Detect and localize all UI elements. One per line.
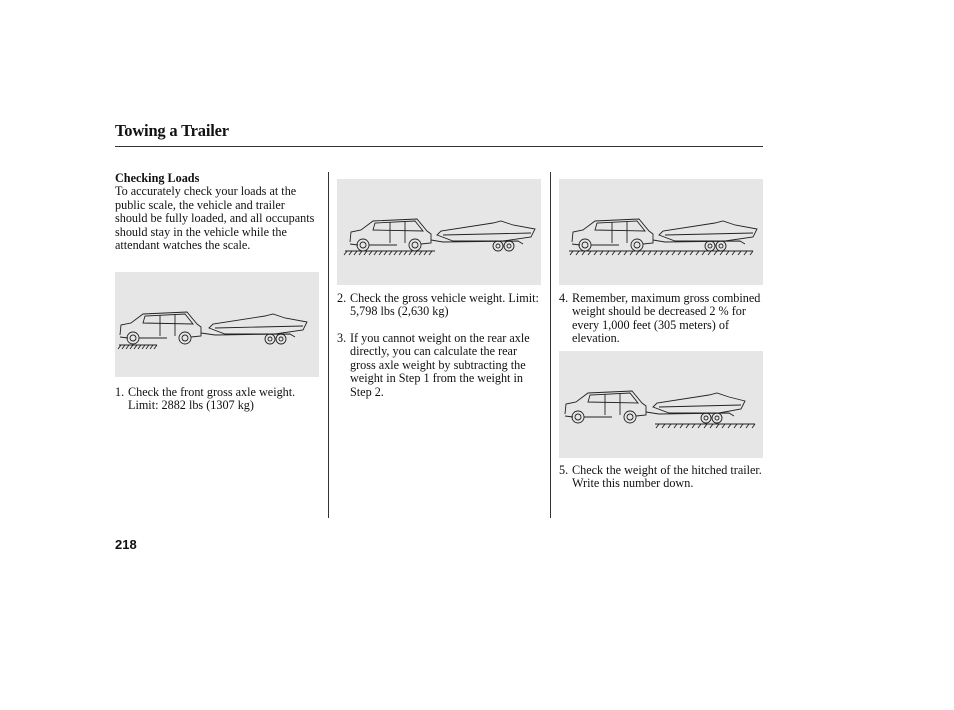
- car-trailer-illustration: [559, 179, 763, 285]
- step-number: 4.: [559, 291, 569, 305]
- page-title: Towing a Trailer: [115, 121, 229, 140]
- step-3: [337, 332, 545, 399]
- step-number: 1.: [115, 385, 125, 399]
- column-divider-1: [328, 172, 329, 518]
- step-text: Check the weight of the hitched trailer. Write this number down.: [572, 463, 762, 491]
- car-trailer-illustration: [559, 351, 763, 458]
- step-text: Check the front gross axle weight. Limit: 2882 lbs (1307 kg): [128, 385, 296, 413]
- column-divider-2: [550, 172, 551, 518]
- title-rule: [115, 146, 763, 147]
- step-text: Remember, maximum gross combined weight should be decreased 2 % for every 1,000 feet (305 meters) of elevation.: [572, 291, 761, 346]
- section-subhead: Checking Loads: [115, 171, 200, 185]
- figure-trailer-weighing: [559, 351, 763, 458]
- section-checking-loads: [115, 172, 320, 252]
- section-intro: To accurately check your loads at the public scale, the vehicle and trailer should be fully loaded, and all occupants should stay in the vehicle while the attendant watches the scale.: [115, 184, 315, 253]
- car-trailer-illustration: [115, 272, 319, 377]
- step-number: 3.: [337, 331, 347, 345]
- figure-gross-vehicle-weighing: [337, 179, 541, 285]
- step-text: Check the gross vehicle weight. Limit: 5,798 lbs (2,630 kg): [350, 291, 539, 319]
- step-text: If you cannot weight on the rear axle directly, you can calculate the rear gross axle weight by subtracting the weight in Step 1 from the weight in Step 2.: [350, 331, 530, 399]
- step-number: 2.: [337, 291, 347, 305]
- figure-rear-axle-weighing: [559, 179, 763, 285]
- step-number: 5.: [559, 463, 569, 477]
- figure-front-axle-weighing: [115, 272, 319, 377]
- page-number: 218: [115, 537, 137, 552]
- step-4: [559, 292, 763, 346]
- step-1: [115, 386, 325, 413]
- step-2: [337, 292, 545, 319]
- step-5: [559, 464, 763, 491]
- car-trailer-illustration: [337, 179, 541, 285]
